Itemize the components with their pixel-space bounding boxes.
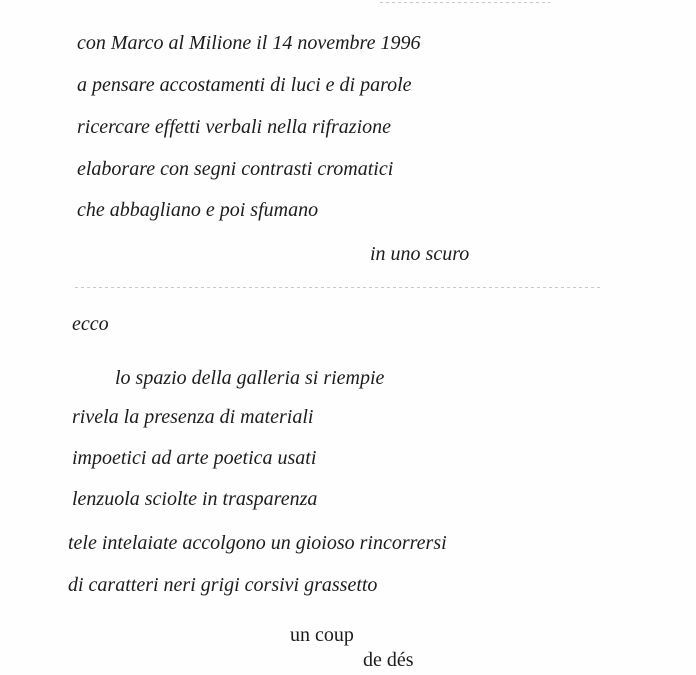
poem-line: tele intelaiate accolgono un gioioso rincorrersi	[68, 532, 447, 554]
poem-line: di caratteri neri grigi corsivi grassetto	[68, 574, 378, 596]
poem-line-ecco: ecco	[72, 313, 109, 335]
poem-line: impoetici ad arte poetica usati	[72, 447, 317, 469]
poem-line: con Marco al Milione il 14 novembre 1996	[77, 32, 421, 54]
poem-line: a pensare accostamenti di luci e di parole	[77, 74, 412, 96]
closing-line-offset: de dés	[363, 649, 414, 671]
poem-line: che abbagliano e poi sfumano	[77, 199, 319, 221]
poem-line: rivela la presenza di materiali	[72, 406, 314, 428]
top-edge-divider	[380, 2, 550, 3]
poem-line-indented: lo spazio della galleria si riempie	[115, 367, 385, 389]
poem-line: ricercare effetti verbali nella rifrazione	[77, 116, 392, 138]
poem-line: lenzuola sciolte in trasparenza	[72, 488, 318, 510]
poem-line-indented: in uno scuro	[370, 243, 470, 265]
closing-line: un coup	[290, 624, 354, 646]
section-divider	[75, 287, 600, 288]
poem-line: elaborare con segni contrasti cromatici	[77, 158, 394, 180]
